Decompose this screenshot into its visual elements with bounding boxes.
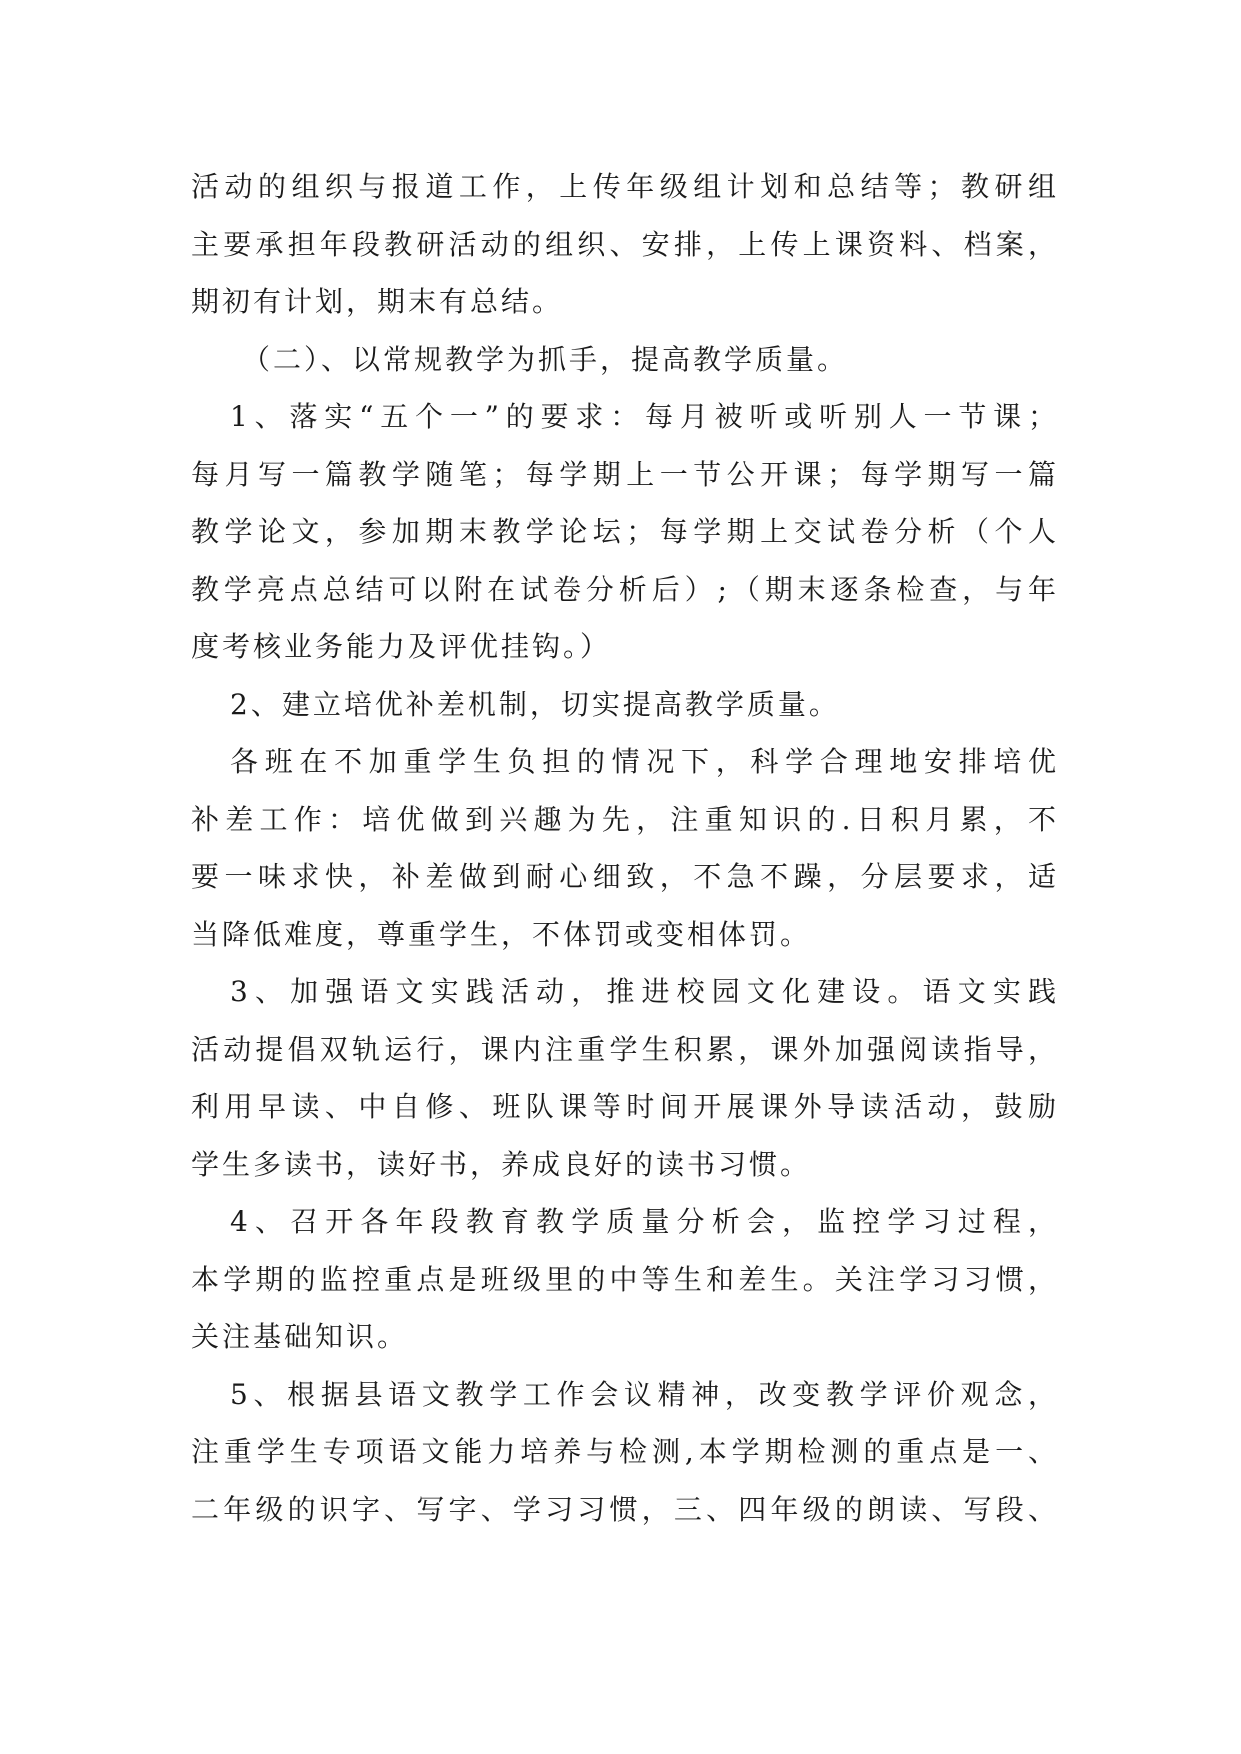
text-line-1: 活动的组织与报道工作，上传年级组计划和总结等；教研组 xyxy=(191,170,1059,203)
text-line-11: 各班在不加重学生负担的情况下，科学合理地安排培优 xyxy=(230,745,1059,778)
text-line-2: 主要承担年段教研活动的组织、安排，上传上课资料、档案， xyxy=(191,227,1059,261)
text-line-18: 学生多读书，读好书，养成良好的读书习惯。 xyxy=(191,1147,812,1181)
text-line-12: 补差工作：培优做到兴趣为先，注重知识的.日积月累，不 xyxy=(191,802,1059,836)
text-line-22: 5、根据县语文教学工作会议精神，改变教学评价观念， xyxy=(230,1377,1059,1411)
document-body xyxy=(191,158,1059,1538)
text-line-6: 每月写一篇教学随笔；每学期上一节公开课；每学期写一篇 xyxy=(191,457,1059,491)
text-line-4: （二）、以常规教学为抓手，提高教学质量。 xyxy=(242,342,849,376)
text-line-20: 本学期的监控重点是班级里的中等生和差生。关注学习习惯， xyxy=(191,1262,1059,1296)
text-line-5: 1、落实“五个一”的要求：每月被听或听别人一节课； xyxy=(230,400,1059,433)
text-line-15: 3、加强语文实践活动，推进校园文化建设。语文实践 xyxy=(230,975,1059,1008)
text-line-14: 当降低难度，尊重学生，不体罚或变相体罚。 xyxy=(191,917,812,951)
text-line-7: 教学论文，参加期末教学论坛；每学期上交试卷分析（个人 xyxy=(191,515,1059,548)
text-line-23: 注重学生专项语文能力培养与检测,本学期检测的重点是一、 xyxy=(191,1435,1059,1468)
text-line-19: 4、召开各年段教育教学质量分析会，监控学习过程， xyxy=(230,1205,1059,1238)
text-line-13: 要一味求快，补差做到耐心细致，不急不躁，分层要求，适 xyxy=(191,860,1059,893)
text-line-9: 度考核业务能力及评优挂钩。） xyxy=(191,630,612,663)
text-line-21: 关注基础知识。 xyxy=(191,1320,409,1353)
text-line-10: 2、建立培优补差机制，切实提高教学质量。 xyxy=(230,687,840,721)
text-line-8: 教学亮点总结可以附在试卷分析后）;（期末逐条检查，与年 xyxy=(191,572,1059,606)
text-line-17: 利用早读、中自修、班队课等时间开展课外导读活动，鼓励 xyxy=(191,1090,1059,1123)
text-line-16: 活动提倡双轨运行，课内注重学生积累，课外加强阅读指导， xyxy=(191,1032,1059,1066)
text-line-24: 二年级的识字、写字、学习习惯，三、四年级的朗读、写段、 xyxy=(191,1492,1059,1526)
text-line-3: 期初有计划，期末有总结。 xyxy=(191,285,564,318)
